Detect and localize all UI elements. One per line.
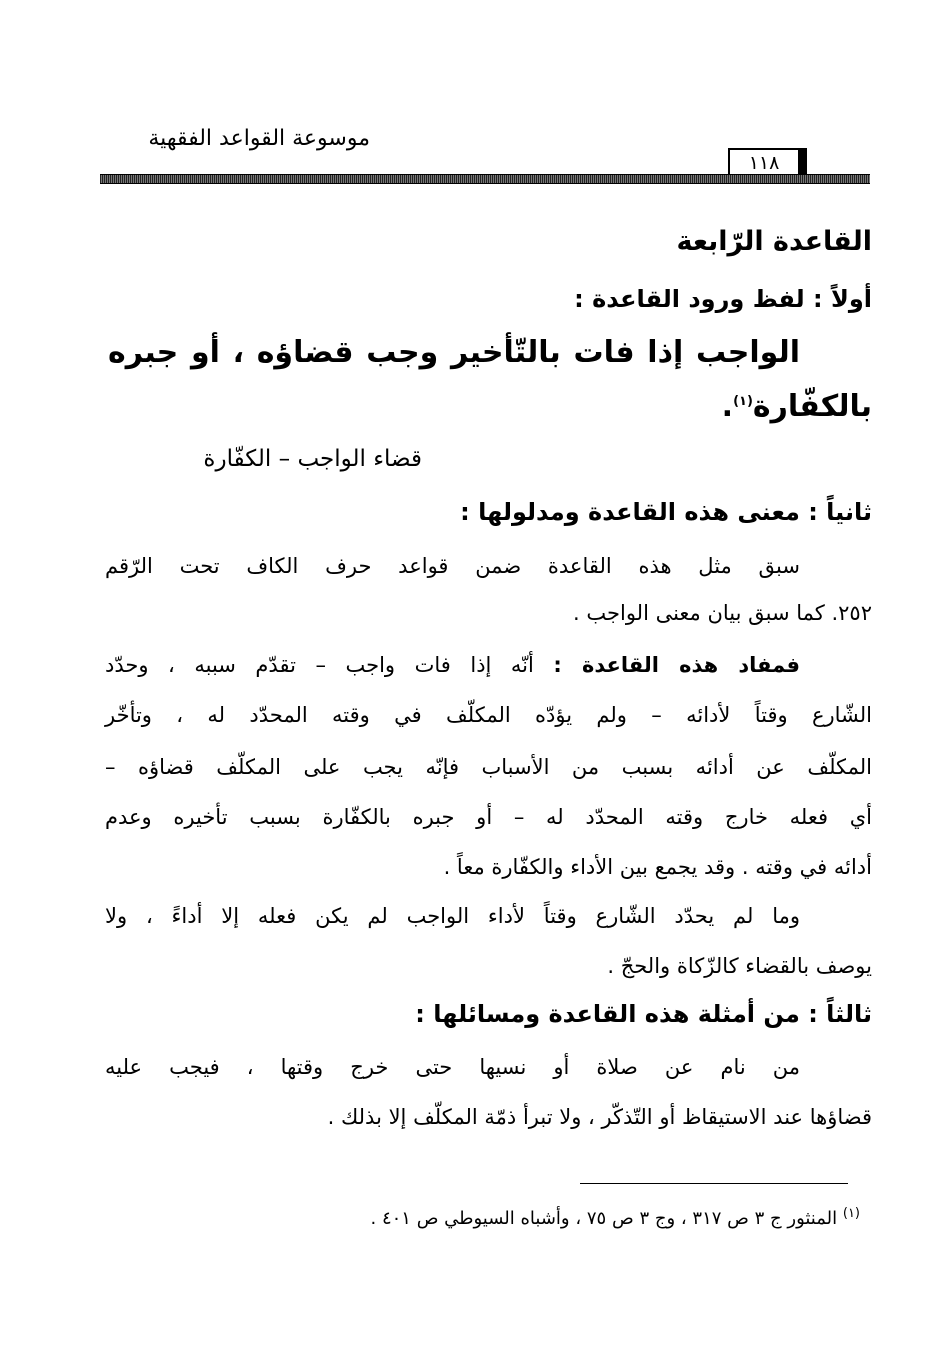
section3-heading: ثالثاً : من أمثلة هذه القاعدة ومسائلها : bbox=[415, 1000, 872, 1028]
section3-p1-line2: قضاؤها عند الاستيقاظ أو التّذكّر ، ولا تبرأ ذمّة المكلّف إلا بذلك . bbox=[327, 1105, 872, 1129]
section2-p1-line2: ٢٥٢. كما سبق بيان معنى الواجب . bbox=[573, 601, 872, 625]
section2-heading: ثانياً : معنى هذه القاعدة ومدلولها : bbox=[460, 498, 872, 526]
keywords: قضاء الواجب – الكفّارة bbox=[203, 446, 422, 472]
rule-text-line2 bbox=[721, 389, 872, 424]
rule-text-line1: الواجب إذا فات بالتّأخير وجب قضاؤه ، أو جبره bbox=[108, 335, 800, 370]
section2-p2-line4: أي فعله خارج وقته المحدّد له – أو جبره بالكفّارة بسبب تأخيره وعدم bbox=[105, 805, 872, 829]
section2-p3-line1: وما لم يحدّد الشّارع وقتاً لأداء الواجب لم يكن فعله إلا أداءً ، ولا bbox=[105, 904, 800, 928]
section2-p1-line1: سبق مثل هذه القاعدة ضمن قواعد حرف الكاف تحت الرّقم bbox=[105, 554, 800, 578]
footnote-mark: (١) bbox=[842, 1206, 860, 1221]
page-number: ١١٨ bbox=[728, 148, 800, 176]
rule-text-end: . bbox=[721, 389, 734, 424]
section2-p2-line2: الشّارع وقتاً لأدائه – ولم يؤدّه المكلّف في وقته المحدّد له ، وتأخّر bbox=[105, 703, 872, 727]
section1-heading: أولاً : لفظ ورود القاعدة : bbox=[574, 285, 872, 313]
p2-lead: فمفاد هذه القاعدة : bbox=[553, 653, 800, 677]
p2-line1-rest: أنّه إذا فات واجب – تقدّم سببه ، وحدّد bbox=[105, 653, 534, 677]
rule-text-word: بالكفّارة bbox=[752, 389, 872, 424]
book-title: موسوعة القواعد الفقهية bbox=[148, 126, 370, 151]
footnote-divider bbox=[580, 1183, 848, 1184]
section2-p2-line5: أدائه في وقته . وقد يجمع بين الأداء والكفّارة معاً . bbox=[443, 855, 872, 879]
footnote-ref[interactable]: (١) bbox=[733, 394, 753, 409]
rule-title: القاعدة الرّابعة bbox=[676, 226, 872, 257]
section3-p1-line1: من نام عن صلاة أو نسيها حتى خرج وقتها ، فيجب عليه bbox=[105, 1055, 800, 1079]
section2-p3-line2: يوصف بالقضاء كالزّكاة والحجّ . bbox=[607, 954, 872, 978]
header-divider bbox=[100, 174, 870, 184]
footnote-text: المنثور ج ٣ ص ٣١٧ ، وج ٣ ص ٧٥ ، وأشباه السيوطي ص ٤٠١ . bbox=[370, 1208, 838, 1229]
footnote bbox=[371, 1206, 861, 1229]
section2-p2-line1 bbox=[105, 655, 800, 676]
section2-p2-line3: المكلّف عن أدائه بسبب من الأسباب فإنّه يجب على المكلّف قضاؤه – bbox=[105, 755, 872, 779]
